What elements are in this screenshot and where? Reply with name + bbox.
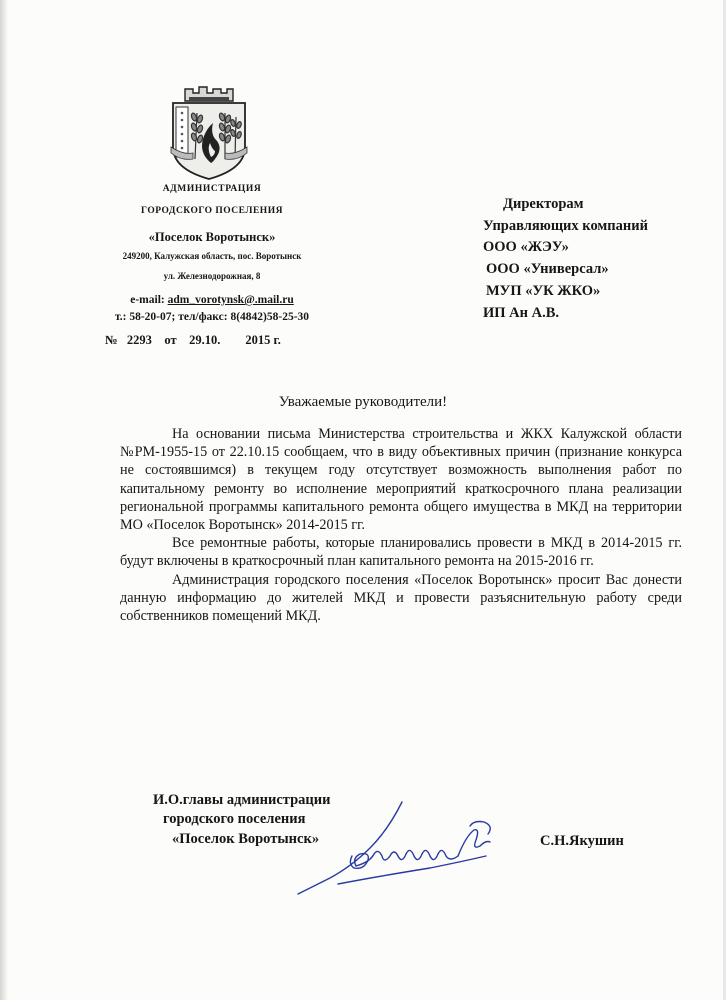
signature-title-line1: И.О.главы администрации: [153, 792, 331, 808]
sender-email-line: [98, 295, 326, 307]
recipient-line5: МУП «УК ЖКО»: [486, 283, 601, 299]
email-label: e-mail:: [130, 294, 168, 306]
recipient-line6: ИП Ан А.В.: [483, 305, 560, 321]
scan-edge-shadow: [0, 0, 8, 1000]
sender-address-line2: ул. Железнодорожная, 8: [163, 271, 261, 281]
sender-org-line2: ГОРОДСКОГО ПОСЕЛЕНИЯ: [141, 206, 283, 216]
letter-body: [120, 425, 682, 625]
recipient-line2: Управляющих компаний: [483, 218, 648, 234]
recipient-line3: ООО «ЖЭУ»: [483, 239, 569, 255]
signature-title-line3: «Поселок Воротынск»: [172, 831, 320, 847]
email-link[interactable]: adm_vorotynsk@.mail.ru: [167, 294, 294, 306]
body-paragraph-2: Все ремонтные работы, которые планировались провести в МКД в 2014-2015 гг. будут включены в краткосрочный план капитального ремонта на 2015-2016 гг.: [120, 535, 682, 570]
sender-phones: т.: 58-20-07; тел/факс: 8(4842)58-25-30: [114, 311, 310, 323]
sender-org-line3: «Поселок Воротынск»: [148, 230, 276, 244]
sender-org-line1: АДМИНИСТРАЦИЯ: [162, 184, 262, 194]
recipient-line1: Директорам: [503, 196, 584, 212]
recipient-line4: ООО «Универсал»: [486, 261, 609, 277]
handwritten-signature: [290, 800, 510, 900]
sender-address-line1: 249200, Калужская область, пос. Воротынск: [122, 251, 302, 261]
coat-of-arms-icon: [163, 83, 255, 181]
signatory-name: С.Н.Якушин: [540, 833, 624, 849]
reference-number-date: № 2293 от 29.10. 2015 г.: [105, 333, 281, 347]
body-paragraph-3: Администрация городского поселения «Поселок Воротынск» просит Вас донести данную информацию до жителей МКД и провести разъяснительную работу среди собственников помещений МКД.: [120, 571, 682, 625]
salutation: Уважаемые руководители!: [278, 394, 448, 410]
body-paragraph-1: На основании письма Министерства строительства и ЖКХ Калужской области №РМ-1955-15 от 22.10.15 сообщаем, что в виду объективных причин (признание конкурса не состоявшимся) в текущем году отсутствует возможность выполнения работ по капитальному ремонту во исполнение мероприятий краткосрочного плана реализации региональной программы капитального ремонта общего имущества в МКД на территории МО «Поселок Воротынск» 2014-2015 гг.: [120, 426, 682, 534]
signature-title-line2: городского поселения: [163, 811, 306, 827]
